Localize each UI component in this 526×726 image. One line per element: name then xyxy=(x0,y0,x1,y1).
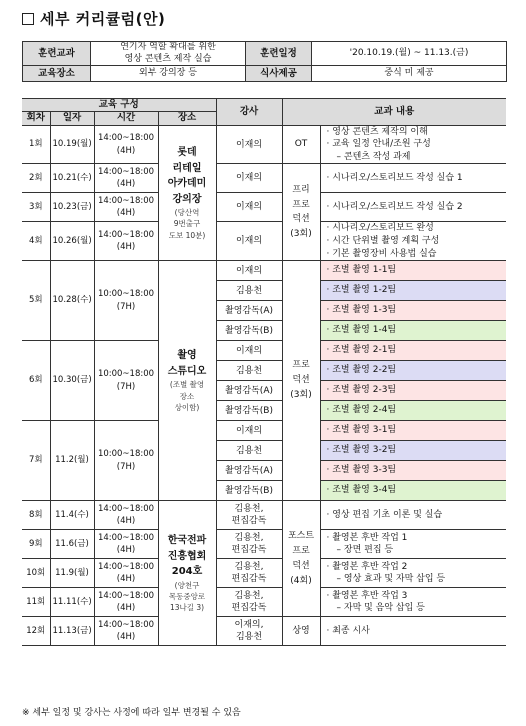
instructor-line: 편집감독 xyxy=(231,516,267,527)
instructor-cell xyxy=(216,530,282,559)
session-number: 3회 xyxy=(22,193,50,222)
curriculum-table xyxy=(22,98,506,646)
session-number: 11회 xyxy=(22,588,50,617)
instructor-cell xyxy=(216,588,282,617)
category-line: 덕션 xyxy=(292,560,310,571)
time-line: 14:00~18:00 xyxy=(97,561,155,572)
course-value: 연기자 역할 확대를 위한 영상 콘텐츠 제작 실습 xyxy=(91,42,246,66)
instructor-cell: 촬영감독(A) xyxy=(216,381,282,401)
team-row xyxy=(22,421,506,441)
session-row xyxy=(22,617,506,646)
location-detail: 9번출구 xyxy=(173,219,201,229)
session-time xyxy=(94,501,158,530)
team-content: · 조별 촬영 2-4팀 xyxy=(320,401,506,421)
instructor-cell: 김용천 xyxy=(216,361,282,381)
content-line: – 장면 편집 등 xyxy=(336,545,394,556)
category-line: 프리 xyxy=(292,184,310,195)
session-content xyxy=(320,222,506,261)
location-cell xyxy=(158,261,216,501)
page-title-text: 세부 커리큘럼(안) xyxy=(40,10,166,28)
checkbox-square-icon xyxy=(22,13,34,25)
time-line: 14:00~18:00 xyxy=(97,230,155,241)
instructor-cell xyxy=(216,559,282,588)
session-row xyxy=(22,501,506,530)
session-date: 10.19(월) xyxy=(50,125,94,164)
team-content: · 조별 촬영 3-4팀 xyxy=(320,481,506,501)
instructor-cell xyxy=(216,617,282,646)
instructor-cell: 이재의 xyxy=(216,261,282,281)
session-time xyxy=(94,617,158,646)
category-line: 프로 xyxy=(292,545,310,556)
place-value: 외부 강의장 등 xyxy=(91,66,246,82)
category-cell xyxy=(282,164,320,261)
session-date: 11.6(금) xyxy=(50,530,94,559)
session-number: 2회 xyxy=(22,164,50,193)
session-date: 10.21(수) xyxy=(50,164,94,193)
footnote: ※ 세부 일정 및 강사는 사정에 따라 일부 변경될 수 있음 xyxy=(22,708,241,718)
place-label: 교육장소 xyxy=(23,66,91,82)
session-time xyxy=(94,530,158,559)
session-date: 11.9(월) xyxy=(50,559,94,588)
session-date: 10.30(금) xyxy=(50,341,94,421)
time-line: (4H) xyxy=(116,632,136,643)
session-date: 11.11(수) xyxy=(50,588,94,617)
instructor-cell xyxy=(216,501,282,530)
time-line: 14:00~18:00 xyxy=(97,619,155,630)
session-row xyxy=(22,193,506,222)
time-line: (4H) xyxy=(116,603,136,614)
category-cell xyxy=(282,261,320,501)
content-line: · 시나리오/스토리보드 작성 실습 1 xyxy=(326,173,463,184)
category-line: (4회) xyxy=(290,575,312,586)
location-name: 리테일 xyxy=(172,162,202,174)
instructor-cell: 이재의 xyxy=(216,341,282,361)
team-row xyxy=(22,341,506,361)
instructor-line: 편집감독 xyxy=(231,574,267,585)
place-header: 장소 xyxy=(158,112,216,125)
location-name: 촬영 xyxy=(177,350,197,362)
instructor-line: 김용천, xyxy=(234,591,264,602)
category-line: 덕션 xyxy=(292,375,310,386)
team-content: · 조별 촬영 3-2팀 xyxy=(320,441,506,461)
instructor-line: 편집감독 xyxy=(231,603,267,614)
time-line: 14:00~18:00 xyxy=(97,167,155,178)
team-content: · 조별 촬영 2-3팀 xyxy=(320,381,506,401)
category-line: 덕션 xyxy=(292,214,310,225)
location-cell xyxy=(158,501,216,646)
instructor-cell: 촬영감독(B) xyxy=(216,401,282,421)
location-name: 롯데 xyxy=(177,147,197,159)
location-detail: 상이함) xyxy=(174,402,200,412)
session-row xyxy=(22,559,506,588)
instructor-cell: 이재의 xyxy=(216,222,282,261)
instructor-line: 김용천 xyxy=(235,632,263,643)
session-content xyxy=(320,588,506,617)
team-content: · 조별 촬영 1-1팀 xyxy=(320,261,506,281)
instructor-cell: 촬영감독(B) xyxy=(216,321,282,341)
instructor-cell: 촬영감독(A) xyxy=(216,301,282,321)
location-detail: (조별 촬영 xyxy=(169,380,205,390)
instructor-line: 편집감독 xyxy=(231,545,267,556)
location-detail: (당산역 xyxy=(174,208,200,218)
curriculum-body xyxy=(22,125,506,646)
composition-header: 교육 구성 xyxy=(22,99,216,112)
category-line: 포스트 xyxy=(287,531,315,542)
instructor-cell: 이재의 xyxy=(216,421,282,441)
session-row xyxy=(22,222,506,261)
content-line: · 촬영본 후반 작업 1 xyxy=(326,532,408,543)
time-line: 14:00~18:00 xyxy=(97,133,155,144)
session-number: 1회 xyxy=(22,125,50,164)
content-line: – 자막 및 음악 삽입 등 xyxy=(336,603,425,614)
session-content xyxy=(320,501,506,530)
team-content: · 조별 촬영 1-4팀 xyxy=(320,321,506,341)
category-line: (3회) xyxy=(290,229,312,240)
session-content xyxy=(320,125,506,164)
location-name: 강의장 xyxy=(172,193,202,205)
category-cell: OT xyxy=(282,125,320,164)
time-header: 시간 xyxy=(94,112,158,125)
time-line: 14:00~18:00 xyxy=(97,196,155,207)
session-content xyxy=(320,559,506,588)
location-name: 204호 xyxy=(171,566,203,578)
time-line: 14:00~18:00 xyxy=(97,503,155,514)
session-time xyxy=(94,261,158,341)
location-detail: (양천구 xyxy=(174,580,200,590)
team-content: · 조별 촬영 2-2팀 xyxy=(320,361,506,381)
category-line: 프로 xyxy=(292,360,310,371)
course-label: 훈련교과 xyxy=(23,42,91,66)
session-content xyxy=(320,530,506,559)
session-date: 11.2(월) xyxy=(50,421,94,501)
team-content: · 조별 촬영 1-2팀 xyxy=(320,281,506,301)
session-time xyxy=(94,222,158,261)
instructor-cell: 이재의 xyxy=(216,125,282,164)
meal-value: 중식 미 제공 xyxy=(312,66,507,82)
session-date: 10.23(금) xyxy=(50,193,94,222)
instructor-cell: 이재의 xyxy=(216,164,282,193)
content-line: – 콘텐츠 작성 과제 xyxy=(336,151,411,162)
content-line: · 촬영본 후반 작업 2 xyxy=(326,561,408,572)
session-time xyxy=(94,193,158,222)
content-line: · 촬영본 후반 작업 3 xyxy=(326,590,408,601)
time-line: (4H) xyxy=(116,574,136,585)
session-number: 5회 xyxy=(22,261,50,341)
team-content: · 조별 촬영 3-1팀 xyxy=(320,421,506,441)
time-line: 10:00~18:00 xyxy=(97,289,155,300)
session-time xyxy=(94,421,158,501)
session-number: 7회 xyxy=(22,421,50,501)
content-line: · 최종 시사 xyxy=(326,625,370,636)
category-cell: 상영 xyxy=(282,617,320,646)
time-line: (4H) xyxy=(116,208,136,219)
location-cell xyxy=(158,125,216,261)
content-line: · 시나리오/스토리보드 완성 xyxy=(326,223,434,234)
session-number: 4회 xyxy=(22,222,50,261)
schedule-value: '20.10.19.(월) ~ 11.13.(금) xyxy=(312,42,507,66)
instructor-cell: 촬영감독(A) xyxy=(216,461,282,481)
session-content xyxy=(320,193,506,222)
session-content xyxy=(320,164,506,193)
time-line: 14:00~18:00 xyxy=(97,590,155,601)
location-detail: 장소 xyxy=(179,391,195,401)
instructor-header: 강사 xyxy=(216,99,282,126)
instructor-line: 김용천, xyxy=(234,562,264,573)
time-line: 14:00~18:00 xyxy=(97,532,155,543)
session-date: 10.28(수) xyxy=(50,261,94,341)
team-content: · 조별 촬영 3-3팀 xyxy=(320,461,506,481)
time-line: (7H) xyxy=(116,381,136,392)
instructor-cell: 김용천 xyxy=(216,441,282,461)
category-line: (3회) xyxy=(290,390,312,401)
page-title xyxy=(22,8,165,29)
session-number: 9회 xyxy=(22,530,50,559)
session-time xyxy=(94,164,158,193)
content-line: · 영상 편집 기초 이론 및 실습 xyxy=(326,509,443,520)
session-number: 10회 xyxy=(22,559,50,588)
location-detail: 목동중앙로 xyxy=(168,591,206,601)
session-date: 10.26(월) xyxy=(50,222,94,261)
location-name: 아카데미 xyxy=(167,178,207,190)
instructor-line: 김용천, xyxy=(234,533,264,544)
location-name: 진흥협회 xyxy=(167,550,207,562)
session-date: 11.4(수) xyxy=(50,501,94,530)
content-line: · 시간 단위별 촬영 계획 구성 xyxy=(326,236,440,247)
location-detail: 13나길 3) xyxy=(169,603,205,613)
session-number: 8회 xyxy=(22,501,50,530)
content-line: – 영상 효과 및 자막 삽입 등 xyxy=(336,574,446,585)
content-line: · 교육 일정 안내/조원 구성 xyxy=(326,139,431,150)
session-row xyxy=(22,125,506,164)
session-number: 12회 xyxy=(22,617,50,646)
time-line: (7H) xyxy=(116,301,136,312)
team-row xyxy=(22,261,506,281)
time-line: (7H) xyxy=(116,461,136,472)
session-header: 회차 xyxy=(22,112,50,125)
time-line: (4H) xyxy=(116,545,136,556)
schedule-label: 훈련일정 xyxy=(246,42,312,66)
content-line: · 기본 촬영장비 사용법 실습 xyxy=(326,248,437,259)
content-header: 교과 내용 xyxy=(282,99,506,126)
location-name: 한국전파 xyxy=(167,535,207,547)
team-content: · 조별 촬영 2-1팀 xyxy=(320,341,506,361)
session-time xyxy=(94,559,158,588)
content-line: · 영상 콘텐츠 제작의 이해 xyxy=(326,126,428,137)
session-content xyxy=(320,617,506,646)
location-detail: 도보 10분) xyxy=(168,230,206,240)
date-header: 일자 xyxy=(50,112,94,125)
course-info-table xyxy=(22,41,507,82)
category-line: 프로 xyxy=(292,199,310,210)
session-row xyxy=(22,530,506,559)
team-content: · 조별 촬영 1-3팀 xyxy=(320,301,506,321)
session-row xyxy=(22,164,506,193)
session-date: 11.13(금) xyxy=(50,617,94,646)
instructor-cell: 김용천 xyxy=(216,281,282,301)
instructor-cell: 이재의 xyxy=(216,193,282,222)
instructor-line: 이재의, xyxy=(234,620,264,631)
location-name: 스튜디오 xyxy=(167,365,207,377)
time-line: (4H) xyxy=(116,145,136,156)
time-line: (4H) xyxy=(116,179,136,190)
category-cell xyxy=(282,501,320,617)
time-line: 10:00~18:00 xyxy=(97,369,155,380)
session-time xyxy=(94,125,158,164)
instructor-line: 김용천, xyxy=(234,504,264,515)
time-line: (4H) xyxy=(116,242,136,253)
meal-label: 식사제공 xyxy=(246,66,312,82)
time-line: 10:00~18:00 xyxy=(97,449,155,460)
session-time xyxy=(94,588,158,617)
content-line: · 시나리오/스토리보드 작성 실습 2 xyxy=(326,202,463,213)
session-row xyxy=(22,588,506,617)
session-time xyxy=(94,341,158,421)
instructor-cell: 촬영감독(B) xyxy=(216,481,282,501)
time-line: (4H) xyxy=(116,516,136,527)
session-number: 6회 xyxy=(22,341,50,421)
